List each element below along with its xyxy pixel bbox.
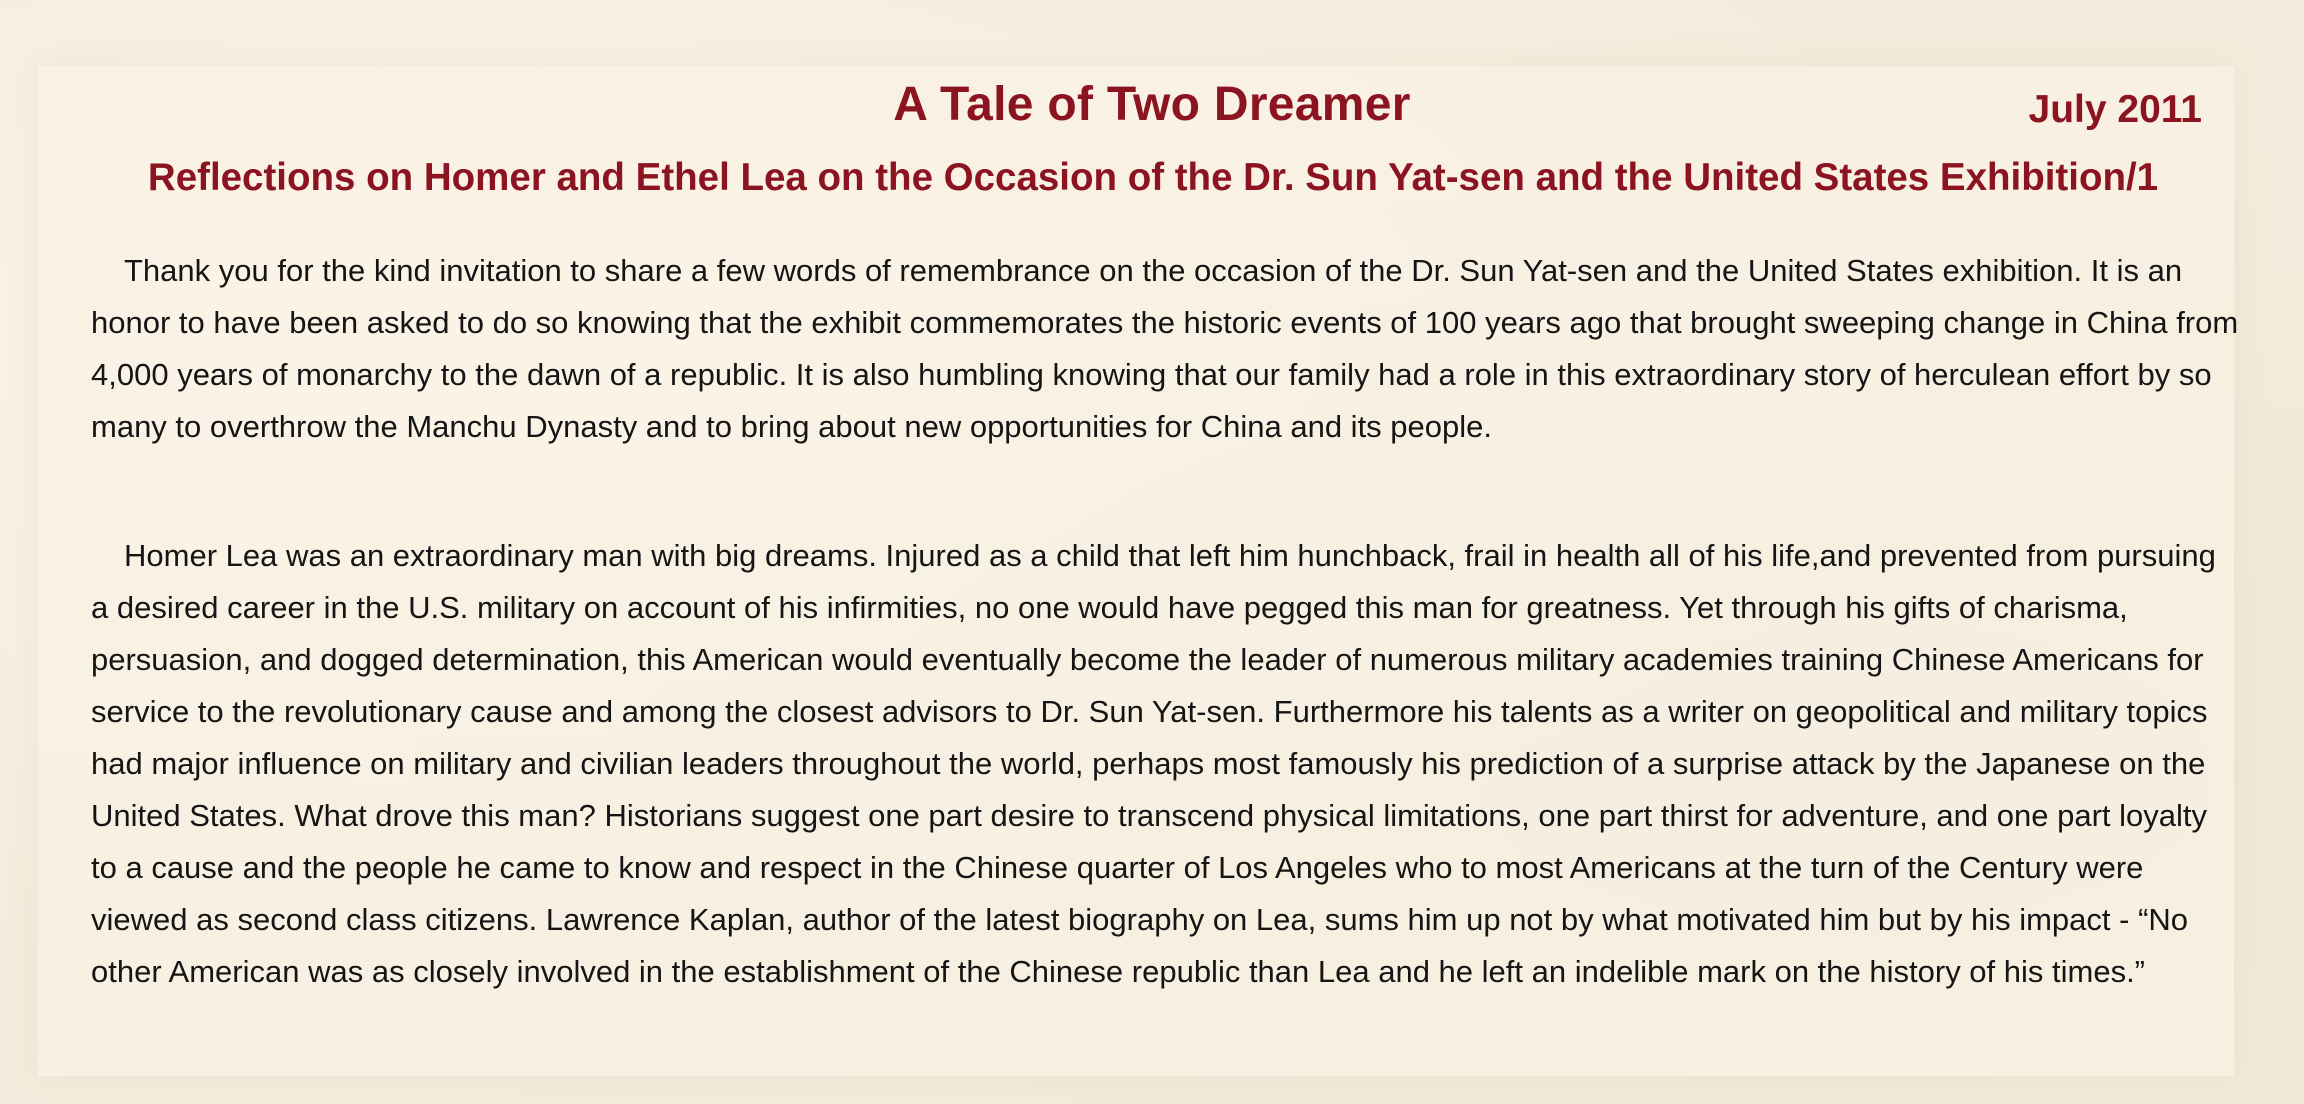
document-title: A Tale of Two Dreamer <box>893 78 1411 131</box>
body-paragraph-2-container <box>91 530 2241 998</box>
body-paragraph-1-container <box>91 245 2241 453</box>
document-subtitle: Reflections on Homer and Ethel Lea on the Occasion of the Dr. Sun Yat-sen and the United States Exhibition/1 <box>147 156 2159 199</box>
document-date: July 2011 <box>2028 88 2202 131</box>
body-paragraph: Thank you for the kind invitation to share a few words of remembrance on the occasion of the Dr. Sun Yat-sen and the United States exhibition. It is an honor to have been asked to do so knowing that the exhibit commemorates the historic events of 100 years ago that brought sweeping change in China from 4,000 years of monarchy to the dawn of a republic. It is also humbling knowing that our family had a role in this extraordinary story of herculean effort by so many to overthrow the Manchu Dynasty and to bring about new opportunities for China and its people. <box>91 253 2239 444</box>
body-paragraph: Homer Lea was an extraordinary man with big dreams. Injured as a child that left him hunchback, frail in health all of his life,and prevented from pursuing a desired career in the U.S. military on account of his infirmities, no one would have pegged this man for greatness. Yet through his gifts of charisma, persuasion, and dogged determination, this American would eventually become the leader of numerous military academies training Chinese Americans for service to the revolutionary cause and among the closest advisors to Dr. Sun Yat-sen. Furthermore his talents as a writer on geopolitical and military topics had major influence on military and civilian leaders throughout the world, perhaps most famously his prediction of a surprise attack by the Japanese on the United States. What drove this man? Historians suggest one part desire to transcend physical limitations, one part thirst for adventure, and one part loyalty to a cause and the people he came to know and respect in the Chinese quarter of Los Angeles who to most Americans at the turn of the Century were viewed as second class citizens. Lawrence Kaplan, author of the latest biography on Lea, sums him up not by what motivated him but by his impact - “No other American was as closely involved in the establishment of the Chinese republic than Lea and he left an indelible mark on the history of his times.” <box>91 538 2216 989</box>
